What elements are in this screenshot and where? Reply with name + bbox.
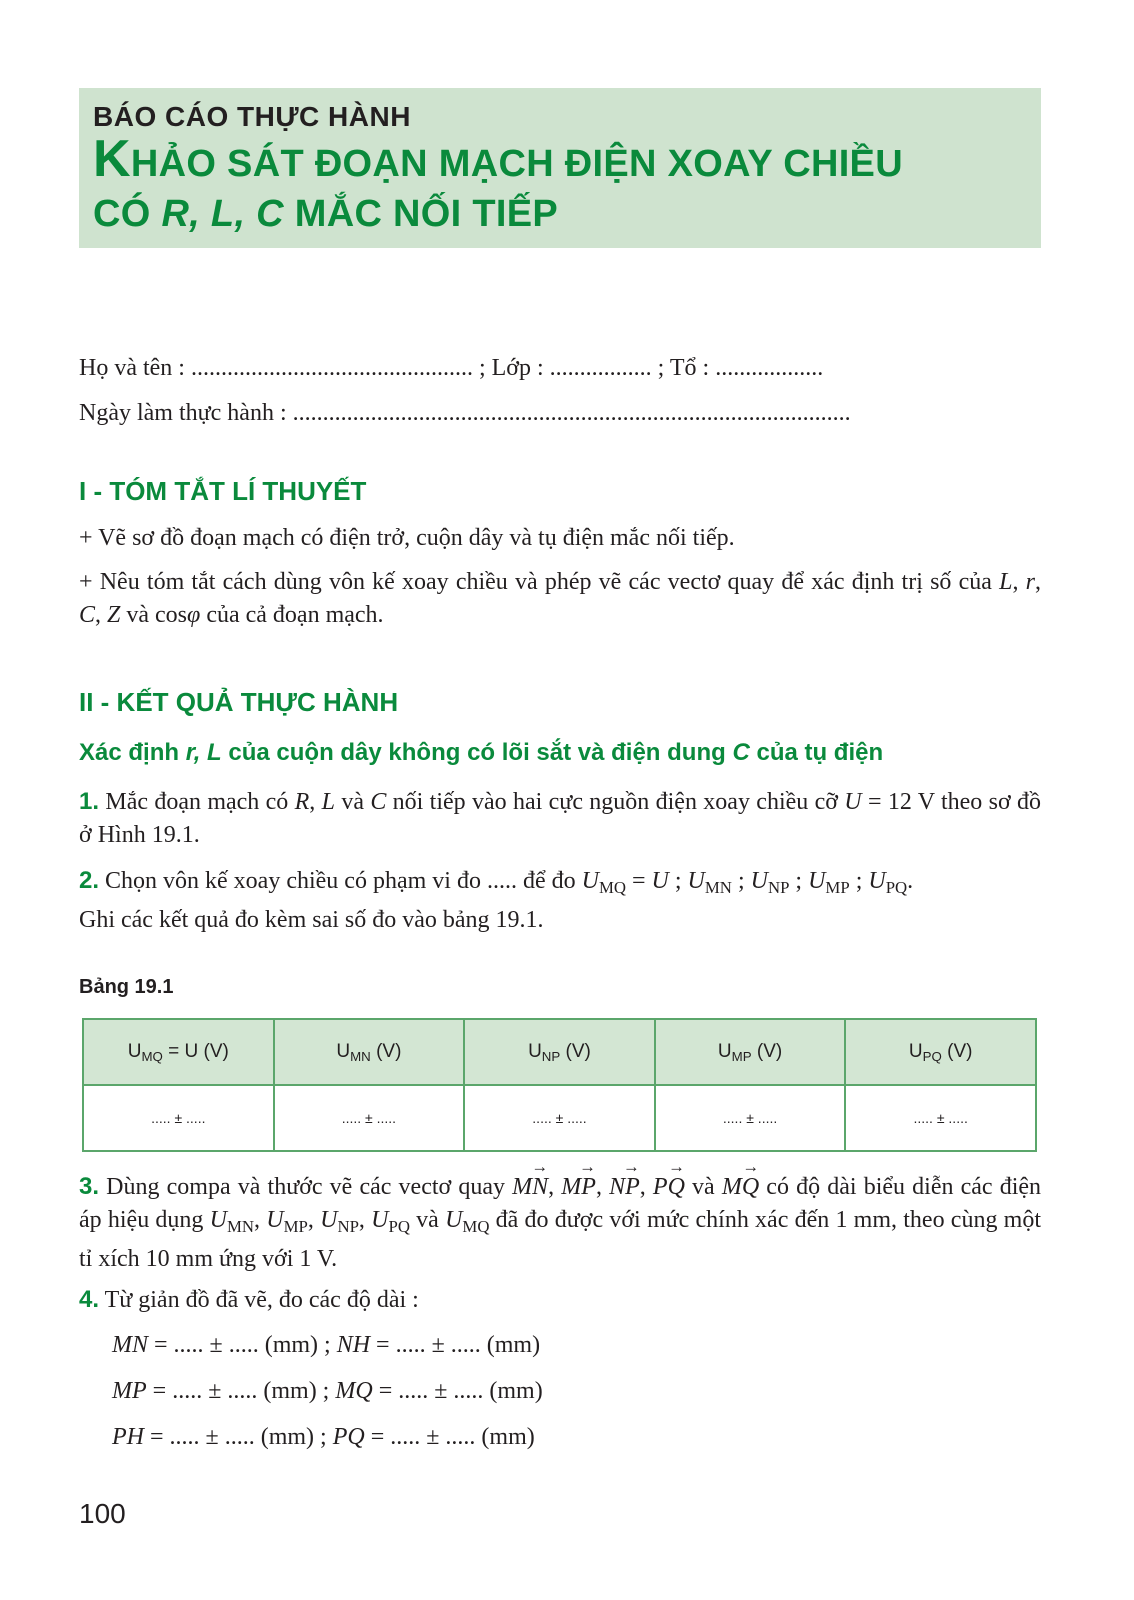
step3-text-b: có độ dài biểu diễn các điện áp hiệu dụng <box>79 1174 1042 1233</box>
header-box <box>79 88 1041 248</box>
subheading-vars: r, L <box>185 739 222 766</box>
step3-text-c: đã đo được với mức chính xác đến 1 mm, theo cùng một tỉ xích 10 mm ứng với 1 V. <box>79 1207 1042 1273</box>
measurement-line-2: MP = ..... ± ..... (mm) ; MQ = ..... ± ..... (mm) <box>112 1378 543 1404</box>
title-line1-rest: HẢO SÁT ĐOẠN MẠCH ĐIỆN XOAY CHIỀU <box>130 143 903 185</box>
p2-L: L <box>999 569 1013 595</box>
p2-end: của cả đoạn mạch. <box>200 602 384 628</box>
section2-subheading <box>79 739 883 767</box>
title-line2-b: MẮC NỐI TIẾP <box>283 193 559 235</box>
step2-number: 2. <box>79 867 100 894</box>
step1-text-b: nối tiếp vào hai cực nguồn điện xoay chiều cỡ <box>386 789 845 815</box>
subheading-b: của cuộn dây không có lõi sắt và điện dung <box>221 739 733 766</box>
step3: 3. Dùng compa và thước vẽ các vectơ quay MN →, MP →, NP →, PQ → và MQ → có độ dài biểu diễn các điện áp hiệu dụng $U_{MN}$, $U_{MP}$, $U_{NP}$, $U_{PQ}$ và $U_{MQ}$ đã đo được với mức chính xác đến 1 mm, theo cùng một tỉ xích 10 mm ứng với 1 V. <box>79 1170 1041 1276</box>
p2-Z: Z <box>107 602 121 628</box>
header-sub: MP <box>731 1048 752 1064</box>
step3-number: 3. <box>79 1173 100 1200</box>
header-suffix: = U (V) <box>162 1040 229 1062</box>
table-19-1 <box>82 1018 1037 1152</box>
p2-cos: cos <box>155 602 188 628</box>
table-header-cell <box>83 1019 274 1085</box>
header-suffix: (V) <box>560 1040 591 1062</box>
step1-text-c: = 12 V theo sơ đồ ở Hình 19.1. <box>79 789 1041 848</box>
p2-C: C <box>79 602 96 628</box>
header-sub: PQ <box>922 1048 942 1064</box>
table-value-cell: ..... ± ..... <box>83 1085 274 1151</box>
practice-date-line: Ngày làm thực hành : ............................................................................................. <box>79 400 851 426</box>
subheading-C: C <box>732 739 750 766</box>
table-caption: Bảng 19.1 <box>79 976 174 998</box>
header-suffix: (V) <box>751 1040 783 1062</box>
p2-r: r <box>1025 569 1036 595</box>
meas2-a: = ..... ± ..... (mm) ; <box>146 1378 336 1404</box>
table-header-cell <box>845 1019 1036 1085</box>
step4-number: 4. <box>79 1286 100 1313</box>
table-header-cell <box>464 1019 655 1085</box>
header-title-line1 <box>93 130 1041 189</box>
table-value-row <box>83 1085 1036 1151</box>
header-symbol: U <box>908 1040 923 1062</box>
table-value-cell: ..... ± ..... <box>464 1085 655 1151</box>
page-number: 100 <box>79 1498 126 1529</box>
table-header-row <box>83 1019 1036 1085</box>
step1-text-a: Mắc đoạn mạch có <box>99 789 295 815</box>
step3-text-a: Dùng compa và thước vẽ các vectơ quay <box>99 1174 513 1200</box>
header-symbol: U <box>528 1040 542 1062</box>
subheading-c: của tụ điện <box>749 739 884 766</box>
section1-paragraph1: + Vẽ sơ đồ đoạn mạch có điện trở, cuộn dây và tụ điện mắc nối tiếp. <box>79 525 735 551</box>
meas2-b: = ..... ± ..... (mm) <box>372 1378 543 1404</box>
section2-heading: II - KẾT QUẢ THỰC HÀNH <box>79 687 399 717</box>
header-suffix: (V) <box>941 1040 973 1062</box>
header-symbol: U <box>717 1040 732 1062</box>
subheading-a: Xác định <box>79 739 186 766</box>
header-sub: MQ <box>141 1048 163 1064</box>
step2: 2. Chọn vôn kế xoay chiều có phạm vi đo ..... để đo $U_{MQ} = U$ ; $U_{MN}$ ; $U_{NP}$ ; $U_{MP}$ ; $U_{PQ}$. Ghi các kết quả đo kèm sai số đo vào bảng 19.1. <box>79 867 914 934</box>
header-sub: NP <box>541 1048 561 1064</box>
p2-phi: φ <box>187 602 201 628</box>
table-header-cell <box>655 1019 846 1085</box>
header-sub: MN <box>350 1048 371 1064</box>
step2-text-b: Ghi các kết quả đo kèm sai số đo vào bảng 19.1. <box>79 907 544 934</box>
meas3-a: = ..... ± ..... (mm) ; <box>144 1424 333 1450</box>
title-line2-a: CÓ <box>93 193 162 235</box>
step4 <box>79 1283 1041 1317</box>
header-subtitle: BÁO CÁO THỰC HÀNH <box>93 101 411 132</box>
meas3-b: = ..... ± ..... (mm) <box>364 1424 535 1450</box>
measurement-line-1: MN = ..... ± ..... (mm) ; NH = ..... ± ..... (mm) <box>112 1332 541 1358</box>
name-class-group-line: Họ và tên : ............................................... ; Lớp : ................. ; Tổ : .................. <box>79 355 824 381</box>
table-value-cell: ..... ± ..... <box>655 1085 846 1151</box>
measurement-line-3: PH = ..... ± ..... (mm) ; PQ = ..... ± ..... (mm) <box>112 1424 535 1450</box>
section1-paragraph2: + Nêu tóm tắt cách dùng vôn kế xoay chiều và phép vẽ các vectơ quay để xác định trị số của L, r, C, Z và cosφ của cả đoạn mạch. <box>79 569 1042 628</box>
step1-number: 1. <box>79 788 100 815</box>
meas1-a: = ..... ± ..... (mm) ; <box>148 1332 337 1358</box>
step1: 1. Mắc đoạn mạch có R, L và C nối tiếp vào hai cực nguồn điện xoay chiều cỡ U = 12 V theo sơ đồ ở Hình 19.1. <box>79 788 1041 848</box>
p2-text: + Nêu tóm tắt cách dùng vôn kế xoay chiều và phép vẽ các vectơ quay để xác định trị số của <box>79 569 1000 595</box>
step2-text-a: Chọn vôn kế xoay chiều có phạm vi đo ..... để đo <box>99 868 582 894</box>
table-header-cell <box>274 1019 465 1085</box>
table-value-cell: ..... ± ..... <box>274 1085 465 1151</box>
title-first-letter: K <box>93 130 131 188</box>
title-line2-vars: R, L, C <box>161 193 284 235</box>
table-value-cell: ..... ± ..... <box>845 1085 1036 1151</box>
header-symbol: U <box>127 1040 142 1062</box>
header-title-line2 <box>93 189 1041 239</box>
step4-text: Từ giản đồ đã vẽ, đo các độ dài : <box>99 1287 419 1313</box>
header-suffix: (V) <box>370 1040 402 1062</box>
meas1-b: = ..... ± ..... (mm) <box>370 1332 541 1358</box>
header-symbol: U <box>336 1040 351 1062</box>
section1-heading: I - TÓM TẮT LÍ THUYẾT <box>79 476 367 506</box>
